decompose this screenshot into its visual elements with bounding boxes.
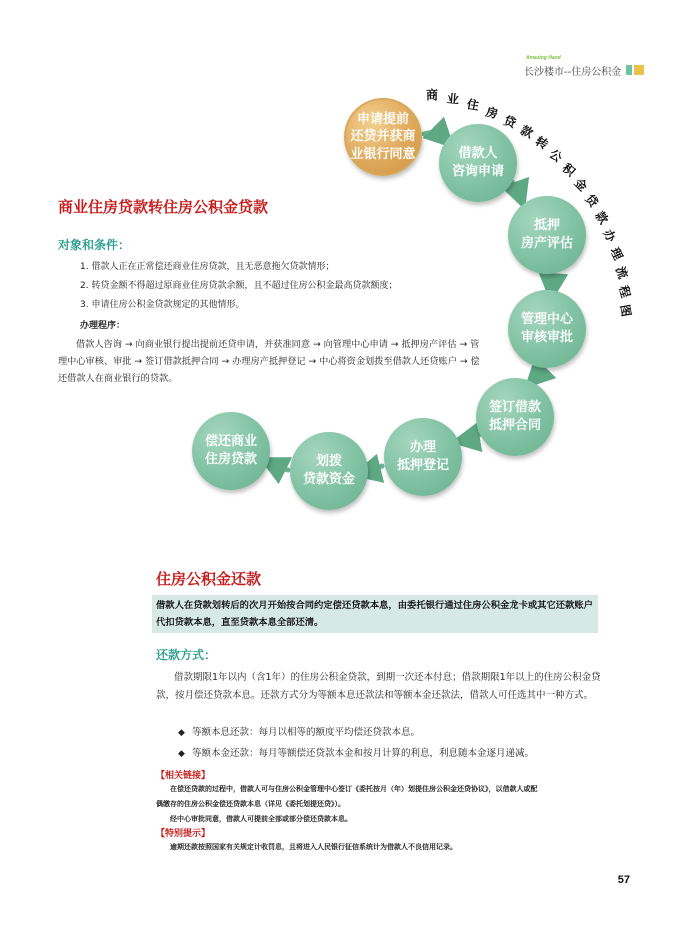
repayment-rule-box: 借款人在贷款划转后的次月开始按合同约定偿还贷款本息，由委托银行通过住房公积金龙卡或其它还款账户代扣贷款本息，直至贷款本息全部还清。 [152,595,598,633]
flow-step-4 [508,290,586,368]
bullet-text-1: 等额本息还款：每月以相等的额度平均偿还贷款本息。 [192,727,421,738]
conditions-list [80,258,460,315]
bullet-text-2: 等额本金还款：每月等额偿还贷款本金和按月计算的利息，利息随本金逐月递减。 [192,748,535,759]
flow-step-8-label: 偿还商业 住房贷款 [204,434,257,467]
flow-title-char: 理 [607,245,626,263]
diamond-bullet-icon: ◆ [178,728,185,738]
flow-step-3 [508,196,586,274]
flow-title-char: 商 [426,88,439,102]
flow-title-char: 转 [533,133,551,152]
section2-title: 住房公积金还款 [156,570,262,588]
flow-title-char: 积 [559,160,578,180]
flow-title-char: 款 [592,208,611,227]
flow-step-7 [290,432,368,510]
section1-title: 商业住房贷款转住房公积金贷款 [58,198,269,216]
flow-step-2-label: 借款人 咨询申请 [451,146,504,179]
flow-title-char: 贷 [501,113,518,131]
flow-step-1 [344,98,422,176]
flow-title-char: 流 [612,264,631,281]
flow-title-char: 住 [465,97,481,113]
flow-step-6 [384,418,462,496]
flow-title-char: 公 [546,146,565,166]
process-text: 借款人咨询 → 向商业银行提出提前还贷申请，并获准同意 → 向管理中心申请 → 抵押房产评估 → 管理中心审核、审批 → 签订借款抵押合同 → 办理房产抵押登记 → 中心将资金划拨至借款人还贷账户 → 偿还借款人在商业银行的贷款。 [58,339,480,384]
related-line-3: 经中心审批同意，借款人可提前全部或部分偿还贷款本息。 [170,815,352,823]
flow-title-char: 款 [518,123,536,141]
flow-title-char: 金 [571,175,590,195]
related-line-1: 在偿还贷款的过程中，借款人可与住房公积金管理中心签订《委托按月（年）划提住房公积金还贷协议》，以借款人或配 [170,785,538,793]
logo-yellow-block [634,65,644,75]
logo-english-text: Amazing Hand [526,55,561,61]
flow-title-char: 房 [484,104,500,122]
flow-title-char: 贷 [582,191,601,210]
flow-arrow-6 [366,466,382,472]
flow-step-3-label: 抵押 房产评估 [520,218,573,251]
related-line-2: 偶缴存的住房公积金偿还贷款本息（详见《委托划提还贷》）。 [156,800,345,808]
condition-item: 2. 转贷金额不得超过原商业住房贷款余额，且不超过住房公积金最高贷款额度； [80,281,398,291]
bullet-item-1 [178,724,420,738]
flow-step-1-label: 申请提前 还贷并获商 业银行同意 [350,111,416,162]
condition-item: 3. 申请住房公积金贷款规定的其他情形。 [80,300,245,310]
flow-arrow-7 [272,464,288,470]
special-notice-tag: 【特别提示】 [156,829,211,839]
condition-item: 1. 借款人正在正常偿还商业住房贷款，且无恶意拖欠贷款情形； [80,262,335,272]
flow-step-7-label: 划拨 贷款资金 [302,454,355,487]
process-label: 办理程序： [80,321,126,331]
methods-text: 借款期限1年以内（含1年）的住房公积金贷款，到期一次还本付息；借款期限1年以上的住房公积金贷款，按月偿还贷款本息。还款方式分为等额本息还款法和等额本金还款法，借款人可任选其中一种方式。 [156,672,601,701]
flow-step-8 [192,412,270,490]
related-link-tag: 【相关链接】 [156,771,211,781]
page-number: 57 [617,874,630,886]
special-notice-line: 逾期还款按照国家有关规定计收罚息，且将进入人民银行征信系统计为借款人不良信用记录。 [170,843,457,851]
flow-step-4-label: 管理中心 审核审批 [520,312,573,345]
flow-step-5-label: 签订借款 抵押合同 [488,400,541,433]
header-logo [514,55,644,79]
flow-title-char: 程 [616,284,633,300]
logo-chinese-text: 长沙楼市--住房公积金 [524,67,622,78]
bullet-item-2 [178,745,534,759]
flow-step-2 [439,124,517,202]
flow-step-6-label: 办理 抵押登记 [396,440,449,473]
logo-teal-block [626,65,632,75]
conditions-title: 对象和条件： [58,238,131,252]
flow-title-char: 图 [617,303,634,318]
methods-title: 还款方式： [156,648,217,662]
flow-title-char: 办 [600,227,619,245]
flow-title-char: 业 [446,91,460,107]
diamond-bullet-icon: ◆ [178,749,185,759]
flow-step-5 [476,378,554,456]
flow-arrow-1 [424,133,444,138]
